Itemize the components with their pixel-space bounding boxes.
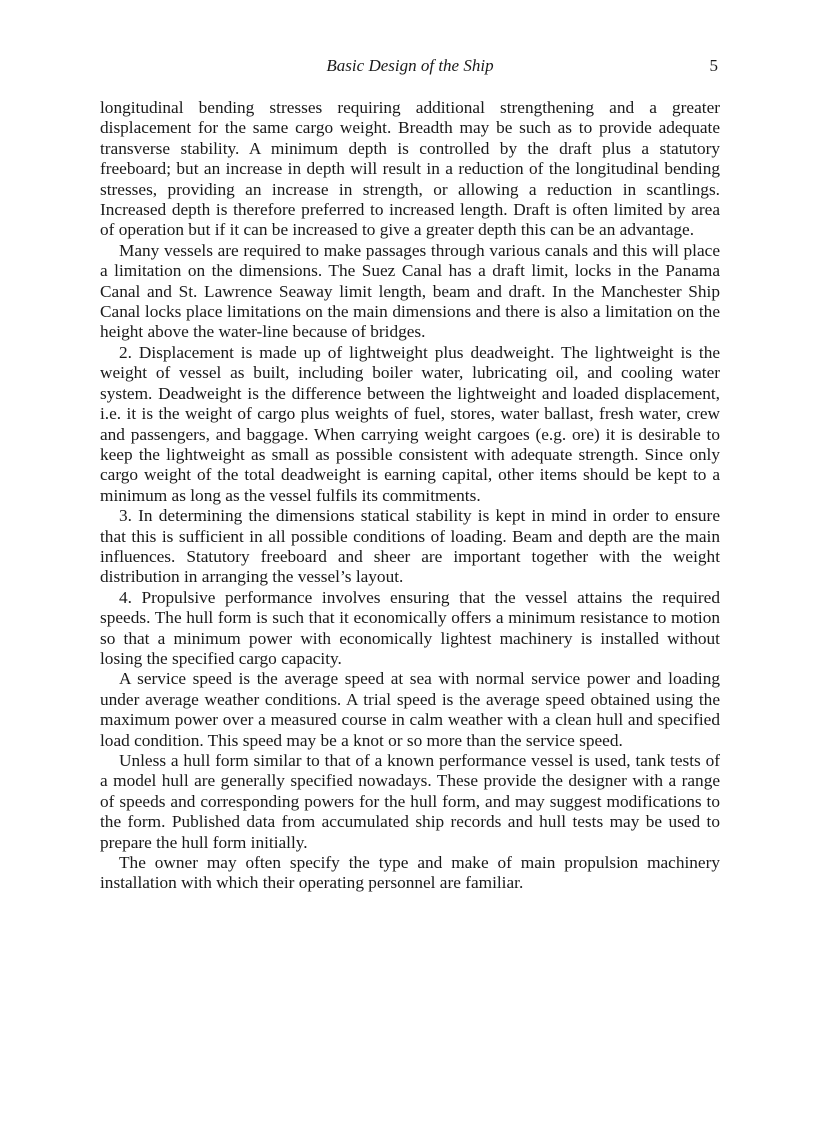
paragraph-continuation: longitudinal bending stresses requiring additional strengthening and a greater displacement for the same cargo weight. Breadth may be such as to provide adequate transverse stability. A minimum depth is controlled by the draft plus a statutory freeboard; but an increase in depth will result in a reduction of the longitudinal bending stresses, providing an increase in strength, or allowing a reduction in scantlings. Increased depth is therefore preferred to increased length. Draft is often limited by area of operation but if it can be increased to give a greater depth this can be an advantage. — [100, 98, 720, 240]
paragraph-tank-tests: Unless a hull form similar to that of a known performance vessel is used, tank tests of a model hull are generally specified nowadays. These provide the designer with a range of speeds and corresponding powers for the hull form, and may suggest modifications to the form. Published data from accumulated ship records and hull tests may be used to prepare the hull form initially. — [100, 751, 720, 852]
body-text — [100, 98, 720, 894]
running-head — [100, 56, 720, 82]
page-number: 5 — [709, 56, 718, 75]
paragraph-displacement: 2. Displacement is made up of lightweight plus deadweight. The lightweight is the weight of vessel as built, including boiler water, lubricating oil, and cooling water system. Deadweight is the difference between the lightweight and loaded displacement, i.e. it is the weight of cargo plus weights of fuel, stores, water ballast, fresh water, crew and passengers, and baggage. When carrying weight cargoes (e.g. ore) it is desirable to keep the lightweight as small as possible consistent with adequate strength. Since only cargo weight of the total deadweight is earning capital, other items should be kept to a minimum as long as the vessel fulfils its commitments. — [100, 342, 720, 505]
paragraph-machinery: The owner may often specify the type and make of main propulsion machinery installation with which their operating personnel are familiar. — [100, 853, 720, 893]
book-page — [100, 56, 720, 894]
paragraph-service-speed: A service speed is the average speed at sea with normal service power and loading under average weather conditions. A trial speed is the average speed obtained using the maximum power over a measured course in calm weather with a clean hull and specified load condition. This speed may be a knot or so more than the service speed. — [100, 669, 720, 750]
paragraph-stability: 3. In determining the dimensions statical stability is kept in mind in order to ensure that this is sufficient in all possible conditions of loading. Beam and depth are the main influences. Statutory freeboard and sheer are important together with the weight distribution in arranging the vessel’s layout. — [100, 506, 720, 587]
running-title: Basic Design of the Ship — [326, 56, 494, 75]
paragraph-propulsive-performance: 4. Propulsive performance involves ensuring that the vessel attains the required speeds. The hull form is such that it economically offers a minimum resistance to motion so that a minimum power with economically lightest machinery is installed without losing the specified cargo capacity. — [100, 587, 720, 668]
paragraph-canals: Many vessels are required to make passages through various canals and this will place a limitation on the dimensions. The Suez Canal has a draft limit, locks in the Panama Canal and St. Lawrence Seaway limit length, beam and draft. In the Manchester Ship Canal locks place limitations on the main dimensions and there is also a limitation on the height above the water-line because of bridges. — [100, 240, 720, 342]
